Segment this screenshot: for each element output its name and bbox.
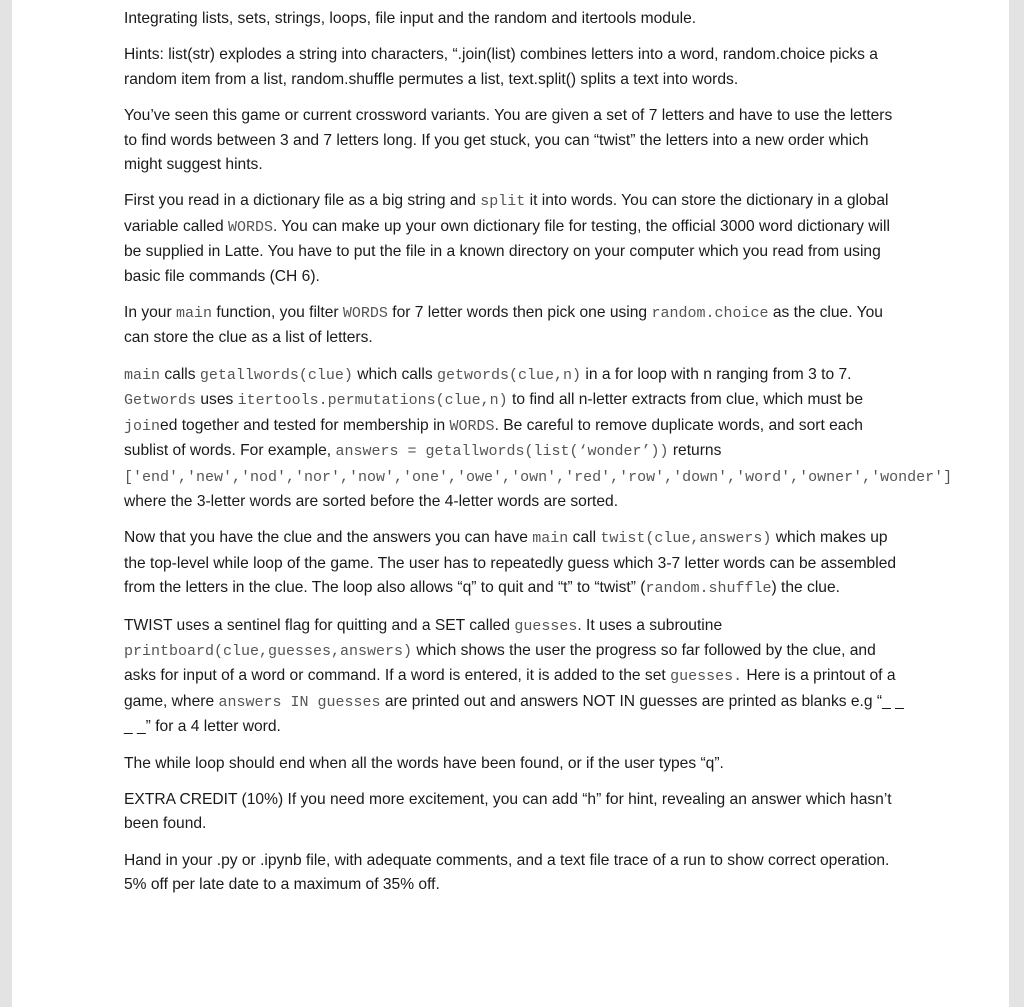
- code-random-shuffle: random.shuffle: [645, 580, 772, 598]
- text: Hints: list(str) explodes a string into characters, “.join(list) combines letters into a word, random.choice picks a random item from a list, random.shuffle permutes a list, text.split() splits a text into words.: [124, 46, 878, 88]
- main-function-paragraph: [124, 301, 904, 351]
- text: where the 3-letter words are sorted before the 4-letter words are sorted.: [124, 492, 619, 510]
- text: to find all n-letter extracts from clue, which must be: [507, 391, 864, 409]
- text: Integrating lists, sets, strings, loops, file input and the random and itertools module.: [124, 10, 697, 27]
- text: function, you filter: [212, 304, 343, 322]
- game-description-paragraph: [124, 104, 904, 177]
- code-main: main: [532, 530, 569, 548]
- text: EXTRA CREDIT (10%) If you need more excitement, you can add “h” for hint, revealing an answer which hasn’t been found.: [124, 790, 892, 833]
- text: calls: [160, 365, 200, 383]
- text: which makes up the top-level while loop of the game. The user has to repeatedly guess which 3-7 letter words can be assembled from the letters in the clue. The loop also allows “q” to quit and “t” to “twist” (: [124, 529, 897, 597]
- code-main: main: [176, 305, 213, 323]
- text: . It uses a subroutine: [577, 616, 723, 634]
- text: are printed out and answers NOT IN guesses are printed as blanks e.g “_ _ _ _” for a 4 letter word.: [124, 692, 904, 736]
- code-answers-in-guesses: answers IN guesses: [218, 693, 381, 711]
- text: TWIST uses a sentinel flag for quitting and a SET called: [124, 616, 515, 634]
- code-getallwords: getallwords(clue): [199, 366, 353, 384]
- text: ed together and tested for membership in: [160, 416, 450, 434]
- code-words: WORDS: [342, 305, 388, 323]
- text: call: [568, 529, 601, 547]
- text: which shows the user the progress so far followed by the clue, and asks for input of a word or command. If a word is entered, it is added to the set: [124, 641, 876, 685]
- text: First you read in a dictionary file as a big string and: [124, 192, 481, 210]
- text: for 7 letter words then pick one using: [387, 304, 652, 322]
- loop-end-paragraph: [124, 752, 904, 776]
- text: it into words. You can store the dictionary in a global variable called: [124, 192, 889, 235]
- code-answers-list: ['end','new','nod','nor','now','one','owe','own','red','row','down','word','owner','wonder']: [124, 468, 953, 486]
- text: The while loop should end when all the words have been found, or if the user types “q”.: [124, 754, 724, 772]
- hints-paragraph: [124, 43, 904, 92]
- text: . Be careful to remove duplicate words, and sort each sublist of words. For example,: [124, 416, 863, 460]
- text: In your: [124, 304, 177, 322]
- dictionary-paragraph: [124, 189, 904, 289]
- text: Now that you have the clue and the answers you can have: [124, 529, 533, 547]
- extra-credit-paragraph: [124, 788, 904, 837]
- getallwords-paragraph: [124, 363, 953, 514]
- code-random-choice: random.choice: [651, 305, 769, 323]
- code-words: WORDS: [228, 218, 274, 236]
- document-page: [12, 0, 1009, 1007]
- text: Here is a printout of a game, where: [124, 667, 896, 710]
- code-permutations: itertools.permutations(clue,n): [237, 392, 508, 410]
- text: as the clue. You can store the clue as a list of letters.: [124, 304, 883, 347]
- code-answers-example: answers = getallwords(list(‘wonder’)): [335, 443, 669, 461]
- intro-paragraph: [124, 7, 904, 31]
- text: returns: [668, 442, 722, 460]
- code-guesses: guesses: [514, 617, 578, 635]
- text: . You can make up your own dictionary file for testing, the official 3000 word dictionary will be supplied in Latte. You have to put the file in a known directory on your computer which you read from using basic file commands (CH 6).: [124, 217, 890, 285]
- twist-loop-paragraph: [124, 526, 904, 601]
- hand-in-paragraph: [124, 849, 904, 898]
- code-guesses: guesses.: [670, 668, 743, 686]
- code-join: join: [124, 417, 161, 435]
- text: in a for loop with n ranging from 3 to 7.: [581, 365, 852, 383]
- document-body: [124, 7, 953, 910]
- text: which calls: [352, 365, 437, 383]
- code-twist: twist(clue,answers): [600, 530, 772, 548]
- code-getwords-name: Getwords: [124, 392, 197, 410]
- code-main: main: [124, 366, 161, 384]
- code-getwords: getwords(clue,n): [436, 366, 582, 384]
- text: ) the clue.: [771, 579, 840, 597]
- code-split: split: [480, 193, 526, 211]
- twist-details-paragraph: [124, 614, 904, 740]
- code-words: WORDS: [449, 417, 495, 435]
- text: uses: [196, 391, 238, 409]
- text: You’ve seen this game or current crossword variants. You are given a set of 7 letters and have to use the letters to find words between 3 and 7 letters long. If you get stuck, you can “twist” the letters into a new order which might suggest hints.: [124, 107, 893, 174]
- text: Hand in your .py or .ipynb file, with adequate comments, and a text file trace of a run to show correct operation. 5% off per late date to a maximum of 35% off.: [124, 851, 890, 894]
- code-printboard: printboard(clue,guesses,answers): [124, 642, 413, 660]
